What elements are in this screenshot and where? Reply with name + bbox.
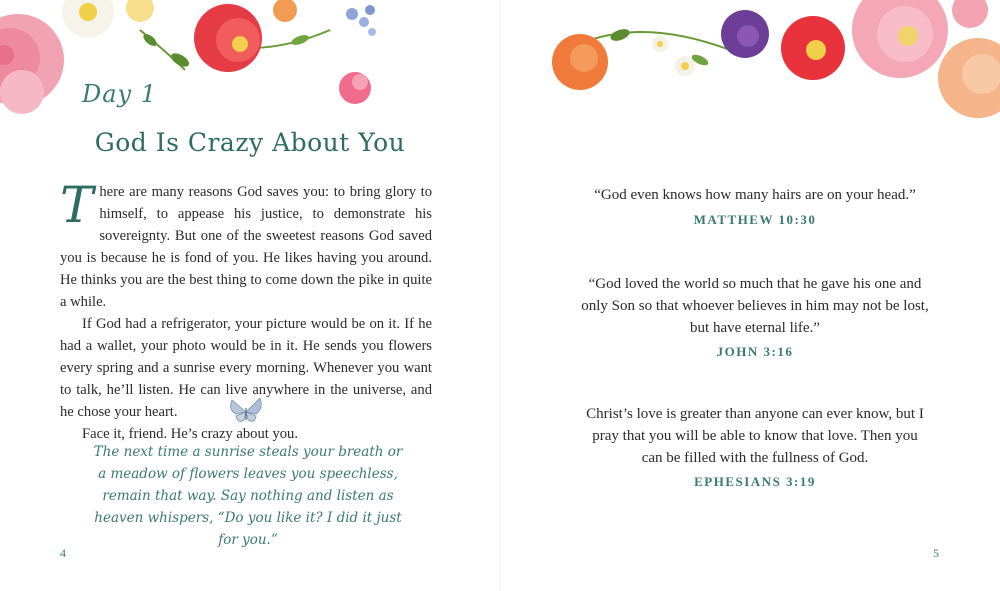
page-number-right: 5 [933,546,939,560]
verse-2-text: “God loved the world so much that he gave his one and only Son so that whoever believes in him may not be lost, but have eternal life.” [581,276,929,336]
butterfly-icon [226,394,266,430]
paragraph-2: If God had a refrigerator, your picture would be on it. If he had a wallet, your photo would be in it. He sends you flowers every spring and a sunrise every morning. Whenever you want to talk, he’ll listen. He can live anywhere in the universe, and he chose your heart. [60,316,432,420]
right-page [500,0,1000,591]
day-label: Day 1 [82,80,158,108]
paragraph-3: Face it, friend. He’s crazy about you. [82,426,298,442]
paragraph-1 [60,176,432,313]
verse-1-text: “God even knows how many hairs are on your head.” [594,187,916,203]
verse-3-reference: EPHESIANS 3:19 [694,474,816,489]
verse-2-reference: JOHN 3:16 [716,344,794,359]
floral-border-illustration [500,0,1000,140]
verse-1-reference: MATTHEW 10:30 [693,212,817,227]
drop-cap: T [60,176,94,234]
reflection-text: The next time a sunrise steals your breath or a meadow of flowers leaves you speechless, remain that way. Say nothing and listen as heaven whispers, “Do you like it? I did it just for you.” [93,444,403,548]
paragraph-1-text: here are many reasons God saves you: to bring glory to himself, to appease his justice, to demonstrate his sovereignty. But one of the sweetest reasons God saved you is because he is fond of you. He likes having you around. He thinks you are the best thing to come down the pike in quite a while. [60,184,432,310]
verse-3-text: Christ’s love is greater than anyone can ever know, but I pray that you will be able to know that love. Then you can be filled with the fullness of God. [586,406,924,466]
chapter-title: God Is Crazy About You [94,128,406,157]
page-number-left: 4 [60,546,66,560]
floral-border-illustration [0,0,500,140]
